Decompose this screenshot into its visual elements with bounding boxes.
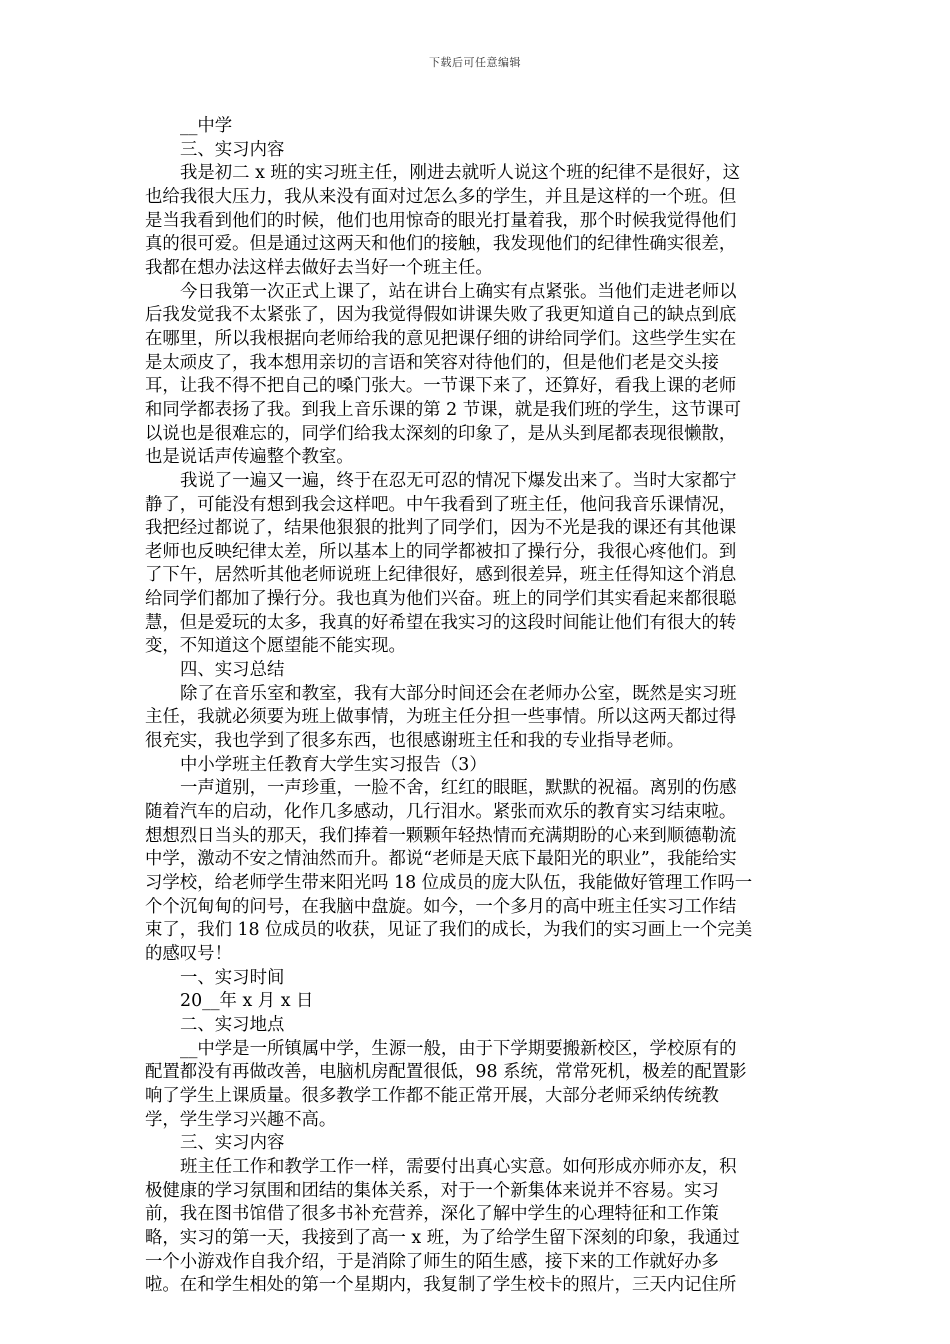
text-line: 四、实习总结	[180, 660, 285, 681]
text-line: 也是说话声传遍整个教室。	[145, 447, 354, 468]
text-line: 我都在想办法这样去做好去当好一个班主任。	[145, 257, 493, 278]
text-line: 极健康的学习氛围和团结的集体关系，对于一个新集体来说并不容易。实习	[145, 1180, 719, 1201]
text-line: 是太顽皮了，我本想用亲切的言语和笑容对待他们的，但是他们老是交头接	[145, 352, 719, 373]
text-line: 学，学生学习兴趣不高。	[145, 1109, 337, 1130]
text-line: 的感叹号！	[145, 943, 232, 964]
text-line: 慧，但是爱玩的太多，我真的好希望在我实习的这段时间能让他们有很大的转	[145, 612, 737, 633]
text-line: 中学，激动不安之情油然而升。都说“老师是天底下最阳光的职业”，我能给实	[145, 849, 737, 870]
text-line: 了下午，居然听其他老师说班上纪律很好，感到很差异，班主任得知这个消息	[145, 565, 737, 586]
text-line: 静了，可能没有想到我会这样吧。中午我看到了班主任，他问我音乐课情况，	[145, 494, 737, 515]
text-line: 想想烈日当头的那天，我们捧着一颗颗年轻热情而充满期盼的心来到顺德勒流	[145, 825, 737, 846]
text-line: 随着汽车的启动，化作几多感动，几行泪水。紧张而欢乐的教育实习结束啦。	[145, 802, 737, 823]
text-line: 一声道别，一声珍重，一脸不舍，红红的眼眶，默默的祝福。离别的伤感	[180, 778, 737, 799]
text-line: 以说也是很难忘的，同学们给我太深刻的印象了，是从头到尾都表现很懒散，	[145, 423, 737, 444]
text-line: 二、实习地点	[180, 1014, 285, 1035]
text-line: 给同学们都加了操行分。我也真为他们兴奋。班上的同学们其实看起来都很聪	[145, 589, 737, 610]
text-line: 习学校，给老师学生带来阳光吗 18 位成员的庞大队伍，我能做好管理工作吗一	[145, 873, 753, 893]
text-line: __中学是一所镇属中学，生源一般，由于下学期要搬新校区，学校原有的	[180, 1038, 737, 1059]
text-line: 和同学都表扬了我。到我上音乐课的第 2 节课，就是我们班的学生，这节课可	[145, 399, 742, 420]
text-line: 配置都没有再做改善，电脑机房配置很低，98 系统，常常死机，极差的配置影	[145, 1062, 747, 1083]
document-body	[145, 115, 805, 1298]
header-note: 下载后可任意编辑	[429, 56, 521, 69]
text-line: 三、实习内容	[180, 139, 285, 160]
text-line: 班主任工作和教学工作一样，需要付出真心实意。如何形成亦师亦友，积	[180, 1156, 737, 1177]
text-line: 我说了一遍又一遍，终于在忍无可忍的情况下爆发出来了。当时大家都宁	[180, 470, 737, 491]
text-line: 三、实习内容	[180, 1133, 285, 1154]
text-line: 前，我在图书馆借了很多书补充营养，深化了解中学生的心理特征和工作策	[145, 1204, 719, 1225]
text-line: 老师也反映纪律太差，所以基本上的同学都被扣了操行分，我很心疼他们。到	[145, 541, 737, 562]
text-line: 真的很可爱。但是通过这两天和他们的接触，我发现他们的纪律性确实很差，	[145, 234, 737, 255]
text-line: 20__年 x 月 x 日	[180, 991, 314, 1012]
text-line: 个个沉甸甸的问号，在我脑中盘旋。如今，一个多月的高中班主任实习工作结	[145, 896, 737, 917]
text-line: 今日我第一次正式上课了，站在讲台上确实有点紧张。当他们走进老师以	[180, 281, 737, 302]
text-line: 束了，我们 18 位成员的收获，见证了我们的成长，为我们的实习画上一个完美	[145, 920, 753, 941]
text-line: 中小学班主任教育大学生实习报告（3）	[180, 754, 487, 775]
text-line: 也给我很大压力，我从来没有面对过怎么多的学生，并且是这样的一个班。但	[145, 186, 737, 207]
text-line: 略，实习的第一天，我接到了高一 x 班，为了给学生留下深刻的印象，我通过	[145, 1227, 740, 1248]
text-line: 我把经过都说了，结果他狠狠的批判了同学们，因为不光是我的课还有其他课	[145, 518, 737, 539]
text-line: 耳，让我不得不把自己的嗓门张大。一节课下来了，还算好，看我上课的老师	[145, 376, 737, 397]
text-line: 除了在音乐室和教室，我有大部分时间还会在老师办公室，既然是实习班	[180, 683, 737, 704]
text-line: 在哪里，所以我根据向老师给我的意见把课仔细的讲给同学们。这些学生实在	[145, 328, 737, 349]
text-line: 我是初二 x 班的实习班主任，刚进去就听人说这个班的纪律不是很好，这	[180, 163, 740, 184]
text-line: 变，不知道这个愿望能不能实现。	[145, 636, 406, 657]
text-line: 啦。在和学生相处的第一个星期内，我复制了学生校卡的照片，三天内记住所	[145, 1275, 737, 1296]
text-line: 一个小游戏作自我介绍，于是消除了师生的陌生感，接下来的工作就好办多	[145, 1251, 719, 1272]
text-line: 很充实，我也学到了很多东西，也很感谢班主任和我的专业指导老师。	[145, 731, 685, 752]
text-line: 主任，我就必须要为班上做事情，为班主任分担一些事情。所以这两天都过得	[145, 707, 737, 728]
text-line: __中学	[180, 116, 233, 136]
text-line: 响了学生上课质量。很多教学工作都不能正常开展，大部分老师采纳传统教	[145, 1085, 719, 1106]
text-line: 后我发觉我不太紧张了，因为我觉得假如讲课失败了我更知道自己的缺点到底	[145, 305, 737, 326]
text-line: 一、实习时间	[180, 967, 285, 988]
text-line: 是当我看到他们的时候，他们也用惊奇的眼光打量着我，那个时候我觉得他们	[145, 210, 737, 231]
